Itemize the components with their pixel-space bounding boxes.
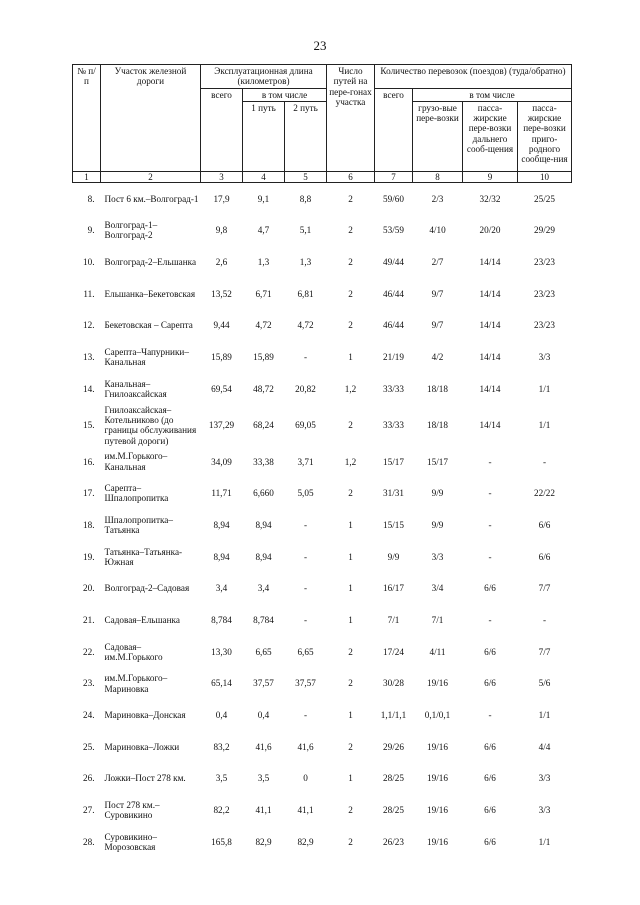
column-number: 9: [463, 171, 518, 182]
table-row: [73, 541, 572, 573]
row-length-total: 9,44: [213, 320, 230, 331]
row-length-single-track: 4,7: [257, 225, 270, 236]
row-traffic-total: 31/31: [383, 488, 404, 499]
row-length-total: 9,8: [215, 225, 228, 236]
row-traffic-cargo: 4/11: [429, 646, 446, 657]
row-tracks: 1: [348, 710, 353, 721]
row-tracks: 1: [348, 615, 353, 626]
column-number: 7: [375, 171, 413, 182]
row-length-total: 3,4: [215, 583, 228, 594]
row-section-name: им.М.Горького–Мариновка: [104, 673, 168, 694]
row-traffic-suburban: 25/25: [534, 193, 555, 204]
header-tracks: Число путей на пере-гонах участка: [327, 65, 375, 172]
header-traffic-incl: в том числе: [413, 88, 572, 101]
row-tracks: 1: [348, 519, 353, 530]
row-traffic-suburban: 7/7: [538, 583, 551, 594]
row-traffic-cargo: 9/7: [431, 320, 444, 331]
row-length-double-track: 41,6: [297, 741, 314, 752]
row-tracks: 2: [348, 193, 353, 204]
row-tracks: 2: [348, 836, 353, 847]
row-traffic-suburban: 3/3: [538, 773, 551, 784]
row-tracks: 2: [348, 256, 353, 267]
row-traffic-cargo: 19/16: [427, 773, 448, 784]
row-traffic-suburban: -: [542, 615, 547, 626]
row-tracks: 2: [348, 646, 353, 657]
row-tracks: 1,2: [344, 456, 357, 467]
row-section-name: им.М.Горького–Канальная: [104, 451, 168, 472]
row-traffic-cargo: 9/9: [431, 519, 444, 530]
row-number: 19.: [83, 551, 95, 562]
column-number: 5: [285, 171, 327, 182]
table-row: [73, 478, 572, 510]
row-traffic-total: 28/25: [383, 773, 404, 784]
row-tracks: 2: [348, 488, 353, 499]
header-cargo: грузо-вые пере-возки: [413, 101, 463, 171]
row-length-double-track: 41,1: [297, 805, 314, 816]
row-length-total: 165,8: [211, 836, 232, 847]
row-length-total: 3,5: [215, 773, 228, 784]
column-number: 10: [518, 171, 572, 182]
row-traffic-total: 28/25: [383, 805, 404, 816]
row-section-name: Гнилоаксайская–Котельниково (до границы обслуживания путевой дороги): [104, 404, 197, 446]
row-length-double-track: 0: [303, 773, 308, 784]
row-length-single-track: 8,784: [253, 615, 274, 626]
row-traffic-total: 15/17: [383, 456, 404, 467]
row-length-double-track: -: [303, 710, 308, 721]
row-length-single-track: 41,6: [255, 741, 272, 752]
row-length-total: 34,09: [211, 456, 232, 467]
row-number: 13.: [83, 352, 95, 363]
row-traffic-total: 46/44: [383, 288, 404, 299]
row-traffic-cargo: 19/16: [427, 741, 448, 752]
row-length-single-track: 8,94: [255, 551, 272, 562]
row-number: 23.: [83, 678, 95, 689]
table-row: [73, 668, 572, 700]
row-traffic-total: 9/9: [387, 551, 400, 562]
row-traffic-total: 53/59: [383, 225, 404, 236]
row-length-total: 8,94: [213, 519, 230, 530]
row-section-name: Татьянка–Татьянка-Южная: [104, 546, 183, 567]
row-length-single-track: 9,1: [257, 193, 270, 204]
column-number: 1: [73, 171, 101, 182]
row-traffic-cargo: 9/7: [431, 288, 444, 299]
row-length-total: 83,2: [213, 741, 230, 752]
row-traffic-cargo: 2/3: [431, 193, 444, 204]
row-length-double-track: -: [303, 352, 308, 363]
row-tracks: 1: [348, 352, 353, 363]
row-length-double-track: 6,65: [297, 646, 314, 657]
row-traffic-total: 26/23: [383, 836, 404, 847]
row-length-double-track: 5,1: [299, 225, 312, 236]
row-traffic-suburban: 29/29: [534, 225, 555, 236]
column-number: 8: [413, 171, 463, 182]
row-tracks: 2: [348, 288, 353, 299]
row-tracks: 2: [348, 225, 353, 236]
table-row: [73, 310, 572, 342]
row-traffic-total: 29/26: [383, 741, 404, 752]
row-traffic-total: 17/24: [383, 646, 404, 657]
row-traffic-suburban: 6/6: [538, 551, 551, 562]
row-section-name: Бекетовская – Сарепта: [104, 320, 193, 331]
row-traffic-suburban: 1/1: [538, 420, 551, 431]
row-traffic-long-distance: -: [488, 456, 492, 467]
table-row: [73, 341, 572, 373]
row-length-total: 13,30: [211, 646, 232, 657]
row-length-single-track: 8,94: [255, 519, 272, 530]
row-traffic-cargo: 2/7: [431, 256, 444, 267]
row-traffic-long-distance: 14/14: [479, 320, 501, 331]
row-traffic-long-distance: -: [488, 551, 492, 562]
row-traffic-suburban: 23/23: [534, 256, 555, 267]
row-length-double-track: -: [303, 583, 308, 594]
row-length-double-track: 20,82: [295, 383, 316, 394]
row-section-name: Мариновка–Донская: [104, 710, 186, 721]
row-section-name: Пост 278 км.–Суровикино: [104, 800, 160, 821]
header-traffic-total: всего: [375, 88, 413, 171]
row-section-name: Волгоград-2–Садовая: [104, 583, 190, 594]
row-number: 27.: [83, 805, 95, 816]
row-number: 28.: [83, 836, 95, 847]
row-traffic-suburban: -: [542, 456, 547, 467]
table-row: [73, 794, 572, 826]
row-traffic-cargo: 4/2: [431, 352, 444, 363]
row-traffic-total: 21/19: [383, 352, 404, 363]
column-number: 6: [327, 171, 375, 182]
row-number: 18.: [83, 519, 95, 530]
row-length-single-track: 0,4: [257, 710, 270, 721]
row-number: 16.: [83, 456, 95, 467]
row-traffic-cargo: 19/16: [427, 836, 448, 847]
row-length-double-track: 69,05: [295, 420, 316, 431]
row-traffic-total: 46/44: [383, 320, 404, 331]
row-length-total: 17,9: [213, 193, 230, 204]
page-number: 23: [313, 38, 327, 53]
row-number: 11.: [83, 288, 95, 299]
row-traffic-suburban: 4/4: [538, 741, 551, 752]
header-length-incl: в том числе: [243, 88, 327, 101]
row-traffic-long-distance: 6/6: [484, 583, 496, 594]
table-row: [73, 573, 572, 605]
row-traffic-long-distance: 6/6: [484, 836, 496, 847]
table-row: [73, 699, 572, 731]
row-length-double-track: 82,9: [297, 836, 314, 847]
table-row: [73, 636, 572, 668]
row-section-name: Садовая–им.М.Горького: [104, 641, 163, 662]
row-traffic-cargo: 0,1/0,1: [424, 710, 451, 721]
row-traffic-cargo: 15/17: [427, 456, 448, 467]
table-row: [73, 246, 572, 278]
row-traffic-long-distance: 14/14: [479, 352, 501, 363]
row-section-name: Шпалопропитка–Татьянка: [104, 514, 173, 536]
row-number: 20.: [83, 583, 95, 594]
row-section-name: Волгоград-2–Ельшанка: [104, 256, 197, 267]
row-section-name: Ложки–Пост 278 км.: [104, 773, 186, 784]
row-length-single-track: 4,72: [255, 320, 272, 331]
table-row: [73, 731, 572, 763]
row-number: 24.: [83, 710, 95, 721]
row-section-name: Канальная–Гнилоаксайская: [104, 378, 167, 399]
row-length-single-track: 41,1: [255, 805, 272, 816]
row-section-name: Суровикино–Морозовская: [104, 831, 157, 852]
row-traffic-total: 49/44: [383, 256, 404, 267]
row-traffic-suburban: 1/1: [538, 383, 551, 394]
row-traffic-long-distance: -: [488, 519, 492, 530]
row-traffic-long-distance: 32/32: [479, 193, 501, 204]
row-traffic-cargo: 19/16: [427, 678, 448, 689]
row-traffic-total: 16/17: [383, 583, 404, 594]
table-body: [73, 182, 572, 857]
row-length-double-track: 1,3: [299, 256, 312, 267]
row-length-double-track: -: [303, 551, 308, 562]
row-length-total: 2,6: [215, 256, 228, 267]
row-traffic-total: 15/15: [383, 519, 404, 530]
table-row: [73, 182, 572, 214]
row-number: 14.: [83, 383, 95, 394]
table-row: [73, 215, 572, 247]
row-traffic-long-distance: 14/14: [479, 288, 501, 299]
column-number: 4: [243, 171, 285, 182]
row-length-double-track: -: [303, 519, 308, 530]
row-traffic-suburban: 1/1: [538, 710, 551, 721]
row-traffic-long-distance: 14/14: [479, 256, 501, 267]
row-tracks: 1: [348, 551, 353, 562]
row-length-single-track: 6,71: [255, 288, 272, 299]
row-length-single-track: 1,3: [257, 256, 270, 267]
row-length-total: 13,52: [211, 288, 232, 299]
row-traffic-total: 30/28: [383, 678, 404, 689]
row-traffic-total: 33/33: [383, 420, 404, 431]
row-length-total: 11,71: [211, 488, 232, 499]
row-length-single-track: 3,5: [257, 773, 270, 784]
row-tracks: 1: [348, 583, 353, 594]
table-header: [73, 65, 572, 183]
railway-sections-table: [72, 64, 572, 858]
row-number: 26.: [83, 773, 95, 784]
row-traffic-cargo: 3/3: [431, 551, 444, 562]
row-number: 15.: [83, 420, 95, 431]
row-traffic-long-distance: 14/14: [479, 420, 501, 431]
row-tracks: 2: [348, 741, 353, 752]
row-traffic-suburban: 22/22: [534, 488, 555, 499]
row-tracks: 2: [348, 320, 353, 331]
row-length-double-track: 4,72: [297, 320, 314, 331]
row-length-single-track: 48,72: [253, 383, 274, 394]
row-traffic-total: 1,1/1,1: [380, 710, 407, 721]
header-traffic: Количество перевозок (поездов) (туда/обратно): [375, 65, 572, 89]
row-length-total: 82,2: [213, 805, 230, 816]
row-section-name: Волгоград-1–Волгоград-2: [104, 220, 158, 241]
row-tracks: 2: [348, 805, 353, 816]
row-tracks: 1,2: [344, 383, 357, 394]
row-traffic-long-distance: 14/14: [479, 383, 501, 394]
row-traffic-suburban: 3/3: [538, 805, 551, 816]
row-traffic-total: 33/33: [383, 383, 404, 394]
row-traffic-long-distance: 6/6: [484, 805, 496, 816]
row-traffic-suburban: 7/7: [538, 646, 551, 657]
row-section-name: Мариновка–Ложки: [104, 741, 180, 752]
row-number: 22.: [83, 646, 95, 657]
header-no: № п/п: [73, 65, 101, 172]
row-length-total: 0,4: [215, 710, 228, 721]
row-tracks: 2: [348, 420, 353, 431]
row-traffic-suburban: 5/6: [538, 678, 551, 689]
row-length-total: 8,784: [211, 615, 232, 626]
row-number: 17.: [83, 488, 95, 499]
row-length-double-track: -: [303, 615, 308, 626]
row-length-single-track: 6,65: [255, 646, 272, 657]
table-row: [73, 826, 572, 858]
row-length-single-track: 82,9: [255, 836, 272, 847]
row-length-single-track: 68,24: [253, 420, 274, 431]
row-traffic-cargo: 18/18: [427, 383, 448, 394]
table-row: [73, 373, 572, 405]
row-length-double-track: 37,57: [295, 678, 316, 689]
row-length-double-track: 8,8: [299, 193, 312, 204]
row-length-single-track: 3,4: [257, 583, 270, 594]
row-section-name: Ельшанка–Бекетовская: [104, 288, 196, 299]
row-length-double-track: 6,81: [297, 288, 314, 299]
row-traffic-total: 7/1: [387, 615, 400, 626]
row-section-name: Садовая–Ельшанка: [104, 615, 180, 626]
row-length-total: 15,89: [211, 352, 232, 363]
header-length-1: 1 путь: [243, 101, 285, 171]
row-tracks: 2: [348, 678, 353, 689]
row-traffic-long-distance: 6/6: [484, 646, 496, 657]
row-traffic-cargo: 3/4: [431, 583, 444, 594]
row-number: 8.: [87, 193, 95, 204]
header-suburban: пасса-жирские пере-возки приго-родного сообще-ния: [518, 101, 572, 171]
row-traffic-suburban: 1/1: [538, 836, 551, 847]
row-number: 25.: [83, 741, 95, 752]
row-length-total: 137,29: [208, 420, 235, 431]
header-length-total: всего: [201, 88, 243, 171]
row-traffic-long-distance: -: [488, 488, 492, 499]
table-row: [73, 763, 572, 795]
table-row: [73, 278, 572, 310]
row-tracks: 1: [348, 773, 353, 784]
row-traffic-cargo: 9/9: [431, 488, 444, 499]
header-length-2: 2 путь: [285, 101, 327, 171]
row-traffic-suburban: 3/3: [538, 352, 551, 363]
row-length-single-track: 33,38: [253, 456, 274, 467]
row-length-single-track: 37,57: [253, 678, 274, 689]
row-traffic-cargo: 19/16: [427, 805, 448, 816]
row-traffic-suburban: 6/6: [538, 519, 551, 530]
row-number: 9.: [87, 225, 95, 236]
row-length-total: 8,94: [213, 551, 230, 562]
row-number: 21.: [83, 615, 95, 626]
row-traffic-long-distance: 6/6: [484, 678, 496, 689]
row-length-double-track: 5,05: [297, 488, 314, 499]
header-section: Участок железной дороги: [101, 65, 201, 172]
table-row: [73, 446, 572, 478]
row-section-name: Пост 6 км.–Волгоград-1: [104, 193, 199, 204]
row-section-name: Сарепта–Чапурники–Канальная: [104, 346, 189, 368]
row-traffic-long-distance: 6/6: [484, 741, 496, 752]
row-traffic-long-distance: -: [488, 615, 492, 626]
row-traffic-cargo: 18/18: [427, 420, 448, 431]
row-number: 10.: [83, 256, 95, 267]
row-section-name: Сарепта–Шпалопропитка: [104, 483, 169, 504]
header-length: Эксплуатационная длина (километров): [201, 65, 327, 89]
row-traffic-suburban: 23/23: [534, 320, 555, 331]
row-traffic-long-distance: 6/6: [484, 773, 496, 784]
table-row: [73, 604, 572, 636]
row-length-single-track: 6,660: [253, 488, 274, 499]
row-traffic-total: 59/60: [383, 193, 404, 204]
row-number: 12.: [83, 320, 95, 331]
row-length-total: 65,14: [211, 678, 232, 689]
header-long-distance: пасса-жирские пере-возки дальнего сооб-щения: [463, 101, 518, 171]
row-traffic-long-distance: -: [488, 710, 492, 721]
column-number: 3: [201, 171, 243, 182]
column-numbers-row: [73, 171, 572, 182]
row-traffic-cargo: 7/1: [431, 615, 444, 626]
row-length-double-track: 3,71: [297, 456, 314, 467]
column-number: 2: [101, 171, 201, 182]
row-length-total: 69,54: [211, 383, 232, 394]
table-row: [73, 405, 572, 446]
table-row: [73, 509, 572, 541]
row-traffic-suburban: 23/23: [534, 288, 555, 299]
row-length-single-track: 15,89: [253, 352, 274, 363]
row-traffic-long-distance: 20/20: [479, 225, 501, 236]
row-traffic-cargo: 4/10: [429, 225, 446, 236]
